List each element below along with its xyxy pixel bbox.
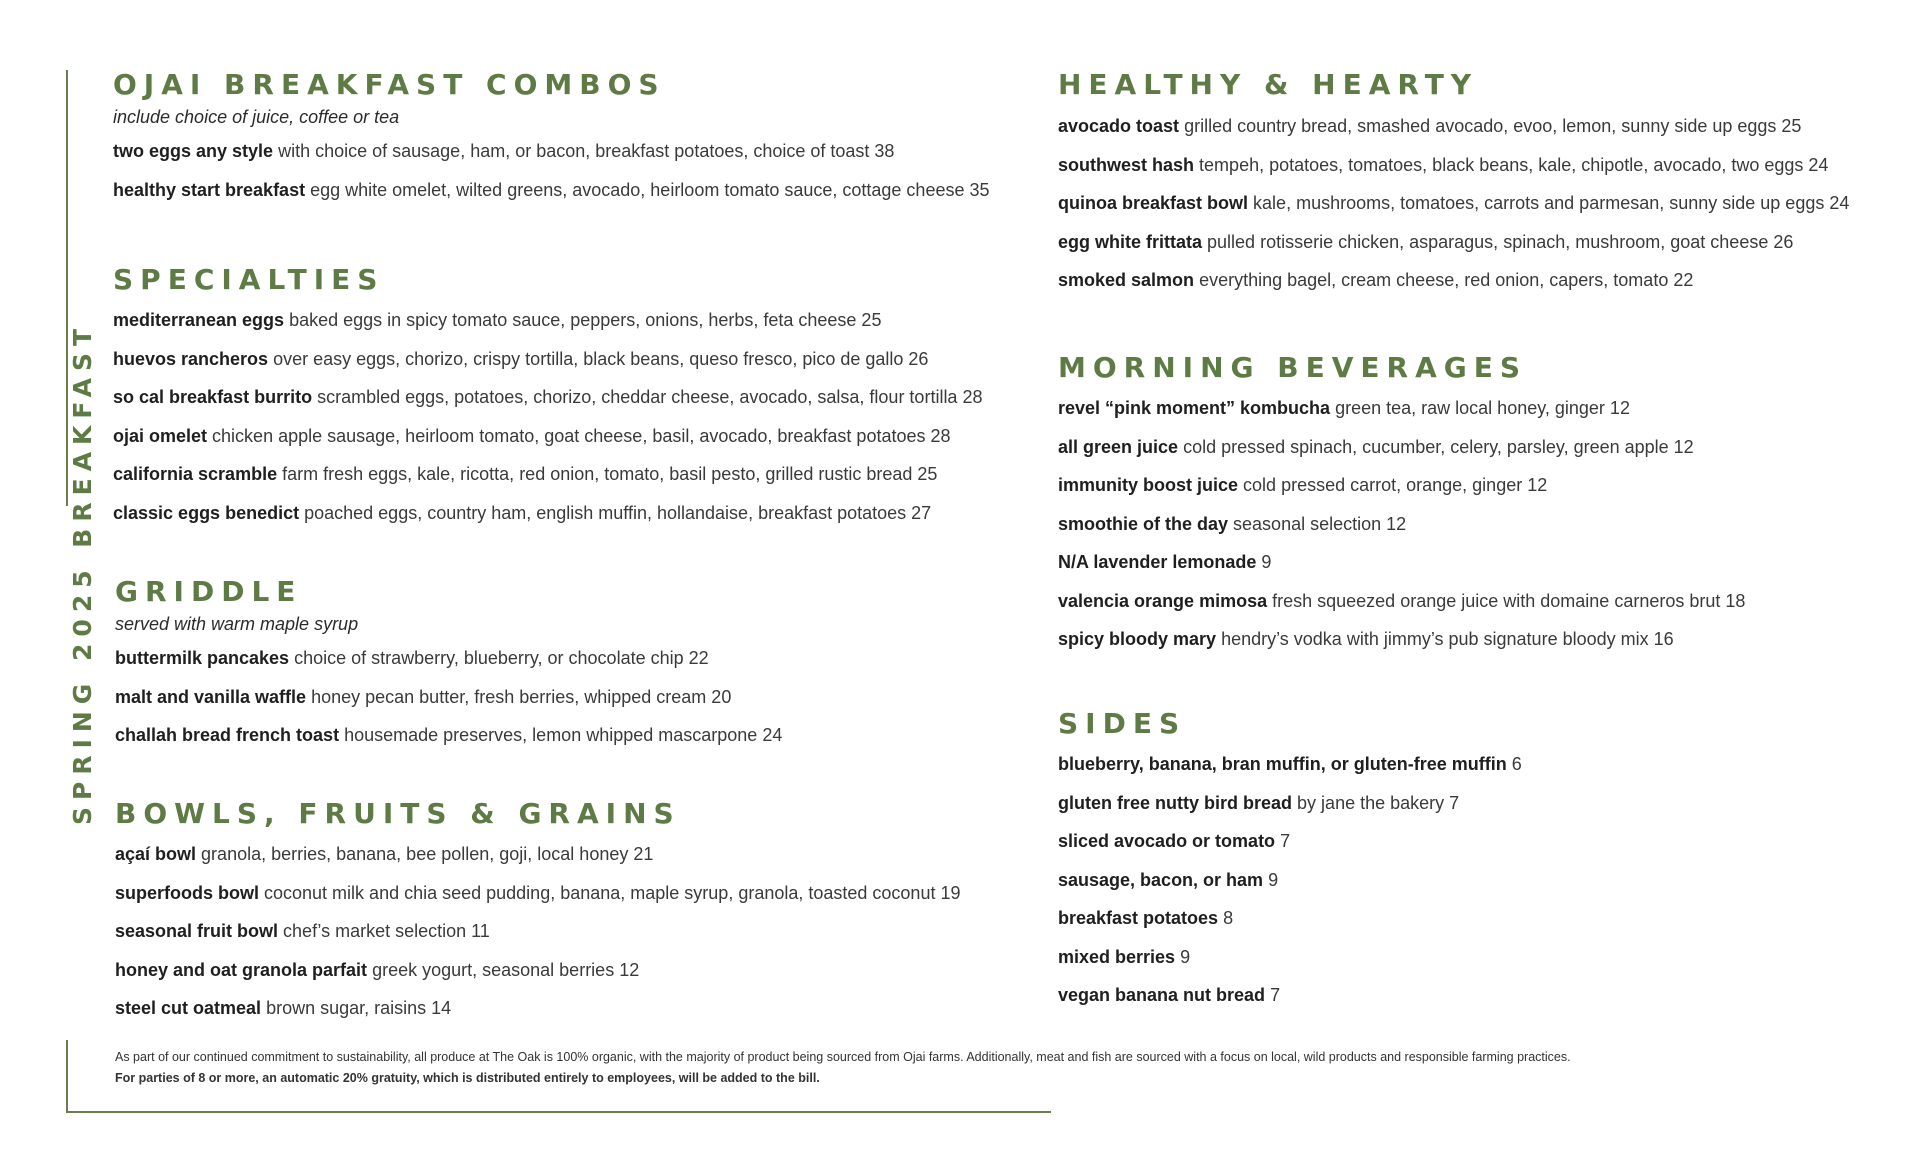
item-desc: coconut milk and chia seed pudding, banana, maple syrup, granola, toasted coconut 19 <box>264 882 961 903</box>
item-desc: poached eggs, country ham, english muffin, hollandaise, breakfast potatoes 27 <box>304 502 932 523</box>
menu-item <box>113 348 982 387</box>
item-desc: 9 <box>1180 946 1191 967</box>
item-desc: kale, mushrooms, tomatoes, carrots and parmesan, sunny side up eggs 24 <box>1253 193 1850 213</box>
item-name: vegan banana nut bread <box>1058 985 1266 1005</box>
item-name: superfoods bowl <box>115 882 259 903</box>
divider-line-bottom <box>66 1040 68 1112</box>
item-desc: 7 <box>1280 831 1291 851</box>
section-title: HEALTHY & HEARTY <box>1058 68 1479 101</box>
item-desc: farm fresh eggs, kale, ricotta, red onion, tomato, basil pesto, grilled rustic bread 25 <box>282 464 938 484</box>
item-name: sausage, bacon, or ham <box>1058 869 1264 890</box>
item-desc: grilled country bread, smashed avocado, evoo, lemon, sunny side up eggs 25 <box>1184 116 1802 136</box>
menu-item <box>113 463 982 502</box>
item-desc: granola, berries, banana, bee pollen, goji, local honey 21 <box>201 844 654 864</box>
section-title: BOWLS, FRUITS & GRAINS <box>115 797 681 830</box>
item-desc: over easy eggs, chorizo, crispy tortilla, black beans, queso fresco, pico de gallo 26 <box>273 348 929 369</box>
item-name: ojai omelet <box>113 425 208 446</box>
item-name: steel cut oatmeal <box>115 998 262 1018</box>
sustainability-note: As part of our continued commitment to sustainability, all produce at The Oak is 100% organic, with the majority of product being sourced from Ojai farms. Additionally, meat and fish are sourced with a focus on local, wild products and responsible farming practices. <box>115 1050 1571 1064</box>
item-desc: tempeh, potatoes, tomatoes, black beans, kale, chipotle, avocado, two eggs 24 <box>1199 154 1829 175</box>
item-desc: greek yogurt, seasonal berries 12 <box>372 959 640 980</box>
menu-item <box>1058 513 1745 552</box>
section-note: include choice of juice, coffee or tea <box>113 107 400 127</box>
menu-item <box>113 140 990 179</box>
menu-item <box>115 920 960 959</box>
section-title: GRIDDLE <box>115 575 303 608</box>
menu-item <box>113 502 982 541</box>
item-name: smoothie of the day <box>1058 513 1229 534</box>
item-desc: green tea, raw local honey, ginger 12 <box>1335 398 1630 418</box>
item-name: immunity boost juice <box>1058 475 1239 495</box>
menu-item <box>1058 436 1745 475</box>
item-desc: cold pressed carrot, orange, ginger 12 <box>1243 475 1548 495</box>
item-desc: housemade preserves, lemon whipped mascarpone 24 <box>344 725 783 745</box>
item-desc: egg white omelet, wilted greens, avocado, heirloom tomato sauce, cottage cheese 35 <box>310 179 990 200</box>
item-desc: pulled rotisserie chicken, asparagus, spinach, mushroom, goat cheese 26 <box>1207 231 1794 252</box>
item-name: southwest hash <box>1058 154 1195 175</box>
item-name: açaí bowl <box>115 844 197 864</box>
item-name: huevos rancheros <box>113 348 269 369</box>
item-name: so cal breakfast burrito <box>113 387 313 407</box>
menu-item <box>1058 115 1849 154</box>
menu-item <box>115 882 960 921</box>
menu-item <box>1058 869 1522 908</box>
menu-item <box>1058 907 1522 946</box>
item-name: two eggs any style <box>113 141 274 161</box>
item-desc: baked eggs in spicy tomato sauce, peppers, onions, herbs, feta cheese 25 <box>289 310 882 330</box>
section-title: SIDES <box>1058 707 1187 740</box>
divider-line-horizontal <box>66 1111 1051 1113</box>
menu-item <box>113 309 982 348</box>
item-desc: scrambled eggs, potatoes, chorizo, cheddar cheese, avocado, salsa, flour tortilla 28 <box>317 387 983 407</box>
menu-item <box>1058 192 1849 231</box>
item-name: N/A lavender lemonade <box>1058 552 1257 572</box>
item-desc: seasonal selection 12 <box>1233 513 1407 534</box>
menu-item <box>1058 231 1849 270</box>
item-name: blueberry, banana, bran muffin, or gluten-free muffin <box>1058 754 1507 774</box>
section-title: OJAI BREAKFAST COMBOS <box>113 68 666 101</box>
item-name: classic eggs benedict <box>113 502 300 523</box>
item-desc: honey pecan butter, fresh berries, whipped cream 20 <box>311 686 732 707</box>
item-name: breakfast potatoes <box>1058 908 1219 928</box>
item-desc: 7 <box>1270 985 1281 1005</box>
menu-item <box>1058 984 1522 1023</box>
menu-item <box>1058 792 1522 831</box>
menu-item <box>115 959 960 998</box>
menu-item <box>1058 753 1522 792</box>
item-desc: choice of strawberry, blueberry, or chocolate chip 22 <box>294 648 709 668</box>
menu-item <box>1058 628 1745 667</box>
menu-item <box>115 647 782 686</box>
section-note: served with warm maple syrup <box>115 614 359 634</box>
item-desc: hendry’s vodka with jimmy’s pub signature bloody mix 16 <box>1221 629 1674 649</box>
item-name: mixed berries <box>1058 946 1176 967</box>
item-desc: chicken apple sausage, heirloom tomato, goat cheese, basil, avocado, breakfast potatoes 28 <box>212 425 951 446</box>
item-name: gluten free nutty bird bread <box>1058 792 1293 813</box>
item-name: all green juice <box>1058 436 1179 457</box>
item-desc: 9 <box>1268 869 1279 890</box>
item-name: healthy start breakfast <box>113 179 306 200</box>
item-desc: everything bagel, cream cheese, red onion, capers, tomato 22 <box>1199 270 1694 290</box>
item-name: sliced avocado or tomato <box>1058 831 1276 851</box>
menu-item <box>115 997 960 1036</box>
item-name: california scramble <box>113 464 278 484</box>
gratuity-note: For parties of 8 or more, an automatic 20% gratuity, which is distributed entirely to employees, will be added to the bill. <box>115 1071 820 1085</box>
menu-item <box>113 386 982 425</box>
section-griddle <box>115 575 782 763</box>
section-sides <box>1058 707 1522 1023</box>
item-desc: brown sugar, raisins 14 <box>266 998 452 1018</box>
section-combos <box>113 68 990 217</box>
item-desc: fresh squeezed orange juice with domaine carneros brut 18 <box>1272 590 1746 611</box>
menu-item <box>1058 946 1522 985</box>
item-desc: with choice of sausage, ham, or bacon, breakfast potatoes, choice of toast 38 <box>278 141 895 161</box>
item-name: egg white frittata <box>1058 231 1203 252</box>
menu-item <box>1058 269 1849 308</box>
item-name: smoked salmon <box>1058 270 1195 290</box>
menu-item <box>1058 590 1745 629</box>
item-desc: 8 <box>1223 908 1234 928</box>
menu-item <box>115 843 960 882</box>
item-name: seasonal fruit bowl <box>115 921 279 941</box>
item-desc: by jane the bakery 7 <box>1297 792 1460 813</box>
menu-item <box>113 179 990 218</box>
item-name: revel “pink moment” kombucha <box>1058 398 1331 418</box>
item-desc: 6 <box>1511 754 1522 774</box>
item-name: buttermilk pancakes <box>115 648 290 668</box>
menu-item <box>115 686 782 725</box>
item-name: challah bread french toast <box>115 725 340 745</box>
section-healthy <box>1058 68 1849 308</box>
item-name: spicy bloody mary <box>1058 629 1217 649</box>
item-desc: chef’s market selection 11 <box>283 921 490 941</box>
menu-side-title: SPRING 2025 BREAKFAST <box>68 321 97 825</box>
section-beverages <box>1058 351 1745 667</box>
item-desc: cold pressed spinach, cucumber, celery, parsley, green apple 12 <box>1183 436 1694 457</box>
item-name: valencia orange mimosa <box>1058 590 1268 611</box>
section-title: SPECIALTIES <box>113 263 385 296</box>
footer <box>115 1047 1571 1089</box>
menu-item <box>1058 551 1745 590</box>
menu-item <box>115 724 782 763</box>
item-name: mediterranean eggs <box>113 310 285 330</box>
item-name: avocado toast <box>1058 116 1180 136</box>
section-title: MORNING BEVERAGES <box>1058 351 1528 384</box>
menu-item <box>113 425 982 464</box>
item-name: quinoa breakfast bowl <box>1058 193 1249 213</box>
menu-item <box>1058 154 1849 193</box>
section-bowls <box>115 797 960 1036</box>
item-name: honey and oat granola parfait <box>115 959 368 980</box>
menu-item <box>1058 397 1745 436</box>
menu-item <box>1058 474 1745 513</box>
item-name: malt and vanilla waffle <box>115 686 307 707</box>
item-desc: 9 <box>1261 552 1272 572</box>
section-specialties <box>113 263 982 540</box>
menu-item <box>1058 830 1522 869</box>
